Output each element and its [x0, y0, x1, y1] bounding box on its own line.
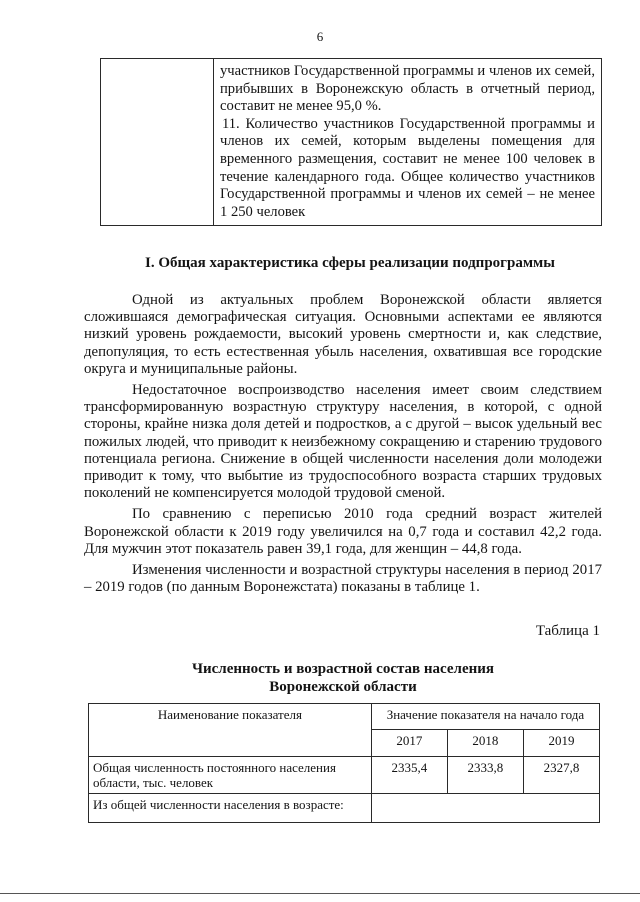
table-label: Таблица 1: [535, 623, 600, 639]
row-value: 2333,8: [447, 757, 523, 794]
section-title: I. Общая характеристика сферы реализации подпрограммы: [145, 255, 555, 271]
paragraph: По сравнению с переписью 2010 года средний возраст жителей Воронежской области к 2019 году увеличился на 0,7 года и составил 42,2 года. Для мужчин этот показатель равен 39,1 года, для женщин – 44,8 года.: [84, 506, 602, 557]
continuation-text-cell: [214, 59, 602, 226]
row-value-empty: [371, 794, 599, 823]
header-year: 2018: [447, 730, 523, 757]
table-title: [84, 660, 602, 696]
paragraph: Одной из актуальных проблем Воронежской области является сложившаяся демографическая ситуация. Основными аспектами ее являются низкий уровень рождаемости, высокий уровень смертности и, как следствие, депопуляция, то есть естественная убыль населения, охватившая все городские округа и муниципальные районы.: [84, 292, 602, 377]
population-table: [88, 703, 600, 823]
table-title-line: Воронежской области: [269, 679, 417, 695]
continuation-paragraph: 11. Количество участников Государственной программы и членов их семей, которым выделены помещения для временного размещения, составит не менее 100 человек в течение календарного года. Общее количество участников Государственной программы и членов их семей – не менее 1 250 человек: [220, 115, 595, 220]
row-label: Из общей численности населения в возрасте:: [89, 794, 372, 823]
continuation-empty-cell: [101, 59, 214, 226]
page-bottom-divider: [0, 893, 640, 894]
header-indicator-value: Значение показателя на начало года: [371, 704, 599, 730]
body-text: [84, 292, 602, 600]
paragraph: Изменения численности и возрастной структуры населения в период 2017 – 2019 годов (по данным Воронежстата) показаны в таблице 1.: [84, 562, 602, 596]
table-title-line: Численность и возрастной состав населения: [191, 661, 495, 677]
table-header-row: [89, 704, 600, 730]
row-label: Общая численность постоянного населения области, тыс. человек: [89, 757, 372, 794]
row-value: 2335,4: [371, 757, 447, 794]
table-row: [89, 757, 600, 794]
header-year: 2019: [523, 730, 599, 757]
page-number: 6: [316, 29, 324, 44]
table-row: [89, 794, 600, 823]
header-year: 2017: [371, 730, 447, 757]
row-value: 2327,8: [523, 757, 599, 794]
continuation-table: [100, 58, 602, 226]
continuation-paragraph: участников Государственной программы и членов их семей, прибывших в Воронежскую область в отчетный период, составит не менее 95,0 %.: [220, 63, 595, 115]
header-indicator-name: Наименование показателя: [89, 704, 372, 757]
paragraph: Недостаточное воспроизводство населения имеет своим следствием трансформированную возрастную структуру населения, в которой, с одной стороны, крайне низка доля детей и подростков, а с другой – высок удельный вес пожилых людей, что приводит к неизбежному сокращению и старению трудового потенциала региона. Снижение в общей численности населения доли молодежи приводит к тому, что выбытие из трудоспособного возраста старших трудовых поколений не компенсируется молодой трудовой сменой.: [84, 382, 602, 502]
